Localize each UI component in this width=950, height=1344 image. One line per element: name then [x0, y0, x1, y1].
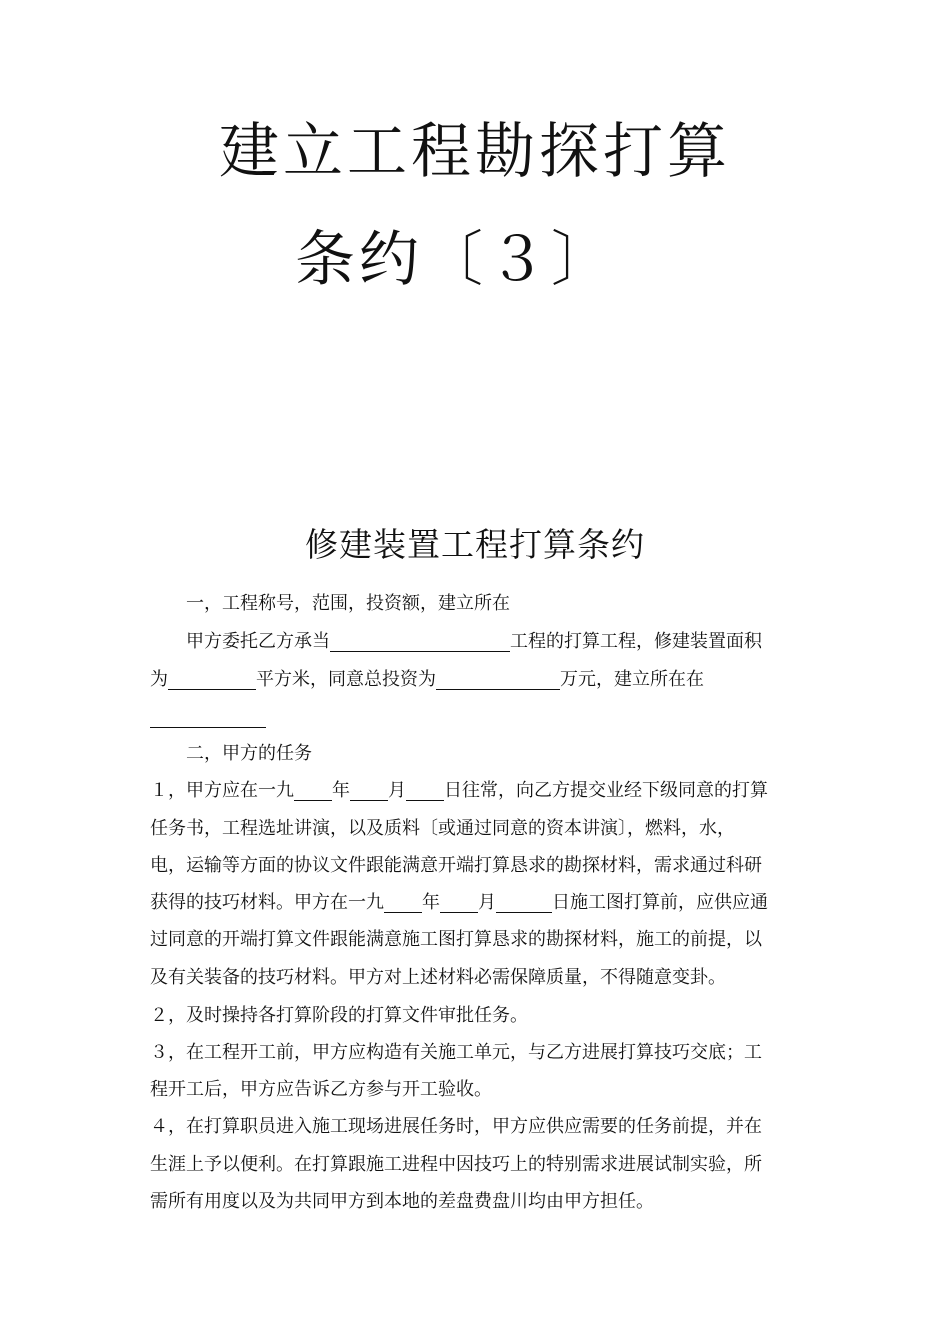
title-line-1: 建立工程勘探打算 — [219, 117, 731, 187]
item1-line-2: 任务书，工程选址讲演，以及质料〔或通过同意的资本讲演〕，燃料，水， — [150, 818, 735, 839]
item3-line-2: 程开工后，甲方应告诉乙方参与开工验收。 — [150, 1079, 492, 1100]
text: 年 — [422, 892, 440, 913]
item4-line-2: 生涯上予以便利。在打算跟施工进程中因技巧上的特别需求进展试制实验，所 — [150, 1154, 762, 1175]
item4-line-1: ４，在打算职员进入施工现场进展任务时，甲方应供应需要的任务前提，并在 — [150, 1116, 762, 1137]
item1-line-4 — [150, 893, 768, 913]
text: 甲方委托乙方承当 — [186, 631, 330, 652]
text: 工程的打算工程，修建装置面积 — [510, 631, 762, 652]
section1-line-3 — [150, 708, 266, 728]
fill-blank-month — [350, 782, 388, 801]
text: 月 — [478, 892, 496, 913]
contract-subtitle: 修建装置工程打算条约 — [305, 525, 645, 564]
fill-blank-area — [168, 671, 256, 690]
text: 年 — [332, 780, 350, 801]
text: 为 — [150, 669, 168, 690]
item3-line-1: ３，在工程开工前，甲方应构造有关施工单元，与乙方进展打算技巧交底；工 — [150, 1042, 762, 1063]
item4-line-3: 需所有用度以及为共同甲方到本地的差盘费盘川均由甲方担任。 — [150, 1191, 654, 1212]
fill-blank-day — [496, 894, 552, 913]
section1-line-2 — [150, 670, 704, 690]
fill-blank-year — [384, 894, 422, 913]
text: １，甲方应在一九 — [150, 780, 294, 801]
title-line-2: 条约〔３〕 — [295, 225, 615, 295]
item1-line-6: 及有关装备的技巧材料。甲方对上述材料必需保障质量，不得随意变卦。 — [150, 967, 726, 988]
fill-blank-investment — [436, 671, 560, 690]
text: 万元，建立所在在 — [560, 669, 704, 690]
item1-line-3: 电，运输等方面的协议文件跟能满意开端打算恳求的勘探材料，需求通过科研 — [150, 855, 762, 876]
section1-heading: 一，工程称号，范围，投资额，建立所在 — [186, 593, 510, 614]
text: 日施工图打算前，应供应通 — [552, 892, 768, 913]
fill-blank-month — [440, 894, 478, 913]
fill-blank-year — [294, 782, 332, 801]
item1-line-5: 过同意的开端打算文件跟能满意施工图打算恳求的勘探材料，施工的前提，以 — [150, 929, 762, 950]
text: 日往常，向乙方提交业经下级同意的打算 — [444, 780, 768, 801]
item1-line-1 — [150, 781, 768, 801]
text: 月 — [388, 780, 406, 801]
fill-blank-project-name — [330, 633, 510, 652]
section1-line-1 — [186, 632, 762, 652]
fill-blank-location — [150, 709, 266, 728]
text: 获得的技巧材料。甲方在一九 — [150, 892, 384, 913]
item2-line: ２，及时操持各打算阶段的打算文件审批任务。 — [150, 1005, 528, 1026]
text: 平方米，同意总投资为 — [256, 669, 436, 690]
section2-heading: 二，甲方的任务 — [186, 743, 312, 764]
fill-blank-day — [406, 782, 444, 801]
